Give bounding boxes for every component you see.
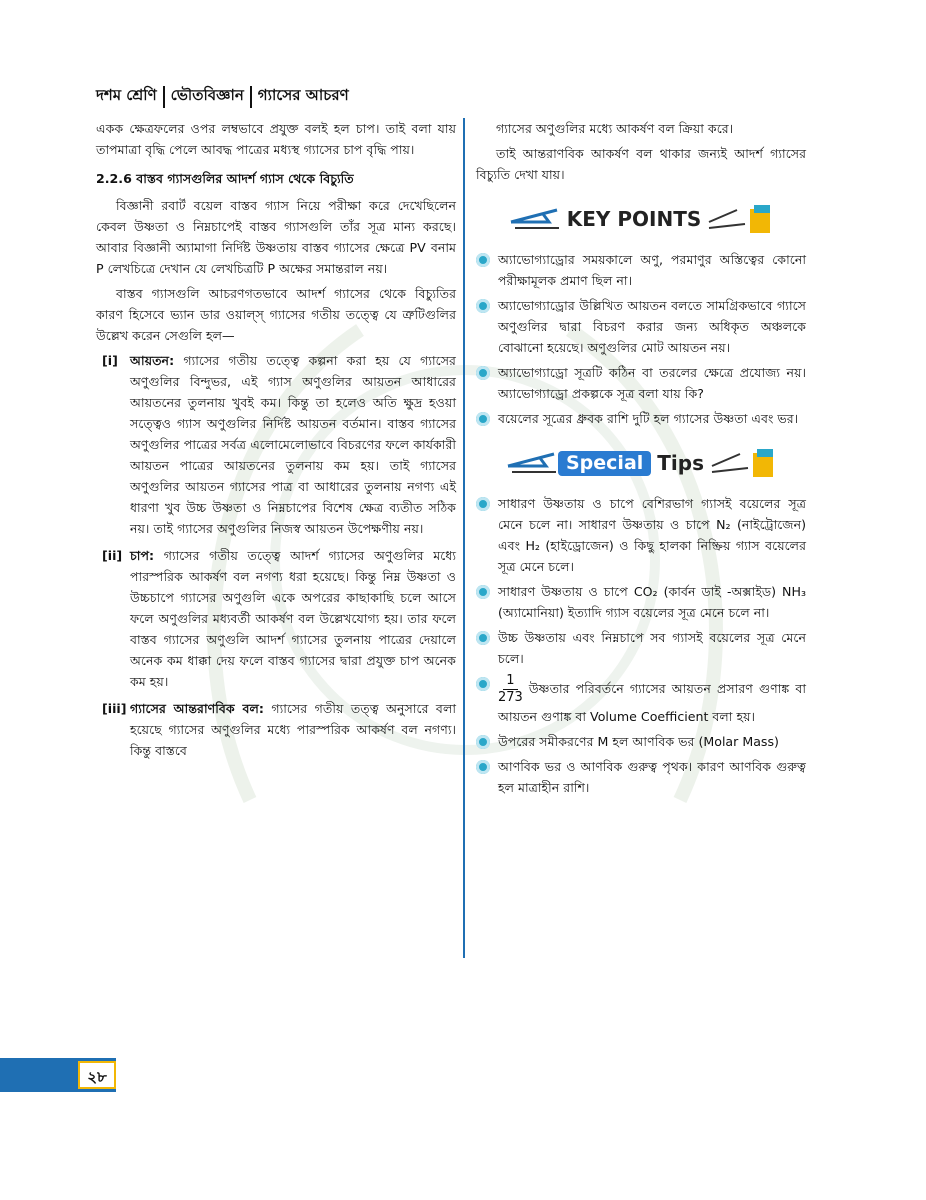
fraction-text: উষ্ণতার পরিবর্তনে গ্যাসের আয়তন প্রসারণ গুণাঙ্ক বা আয়তন গুণাঙ্ক বা Volume Coefficient বলা হয়। (498, 681, 806, 724)
item-head: আয়তন: (130, 353, 175, 368)
book-icon (747, 203, 773, 235)
key-point-text: অ্যাভোগ্যাড্রোর সময়কালে অণু, পরমাণুর অস্তিত্বের কোনো পরীক্ষামূলক প্রমাণ ছিল না। (498, 252, 806, 288)
pen-line-icon (710, 448, 750, 478)
item-text (130, 698, 456, 761)
tip-text: সাধারণ উষ্ণতায় ও চাপে CO₂ (কার্বন ডাই -অক্সাইড) NH₃ (অ্যামোনিয়া) ইত্যাদি গ্যাস বয়েলের সূত্র মেনে চলে না। (498, 584, 806, 620)
key-point-text: বয়েলের সূত্রের ধ্রুবক রাশি দুটি হল গ্যাসের উষ্ণতা এবং ভর। (498, 411, 799, 426)
column-divider (463, 118, 465, 958)
bullet-icon (476, 585, 490, 599)
list-item (476, 493, 806, 577)
list-item (476, 408, 806, 429)
tip-text: উপরের সমীকরণের M হল আণবিক ভর (Molar Mass) (498, 734, 779, 749)
header-chapter: গ্যাসের আচরণ (257, 86, 349, 104)
list-item (476, 581, 806, 623)
paragraph: তাই আন্তরাণবিক আকর্ষণ বল থাকার জন্যই আদর্শ গ্যাসের বিচ্যুতি দেখা যায়। (476, 146, 806, 182)
key-point-text: অ্যাভোগ্যাড্রো সূত্রটি কঠিন বা তরলের ক্ষেত্রে প্রযোজ্য নয়। অ্যাভোগ্যাড্রো প্রকল্পকে সূত্র বলা যায় কি? (498, 365, 806, 401)
item-label: [iii] (102, 701, 127, 716)
item-text (130, 350, 456, 539)
item-body: গ্যাসের গতীয় তত্ত্ব অনুসারে বলা হয়েছে গ্যাসের অণুগুলির মধ্যে পারস্পরিক আকর্ষণ বল নগণ্য। কিন্তু বাস্তবে (130, 701, 456, 758)
paragraph: গ্যাসের অণুগুলির মধ্যে আকর্ষণ বল ক্রিয়া করে। (496, 121, 734, 136)
arrow-icon (506, 448, 558, 478)
list-item (476, 673, 806, 727)
book-icon (750, 447, 776, 479)
item-text (130, 545, 456, 692)
tips-label: Tips (657, 450, 704, 475)
list-item (476, 756, 806, 798)
page-number: ২৮ (78, 1061, 116, 1089)
key-points-banner (476, 199, 806, 239)
key-points-title: KEY POINTS (566, 206, 702, 231)
header-subject: ভৌতবিজ্ঞান (170, 86, 244, 104)
key-point-text: অ্যাভোগ্যাড্রোর উল্লিখিত আয়তন বলতে সামগ্রিকভাবে গ্যাসে অণুগুলির দ্বারা বিচরণ করার জন্য অধিকৃত অঞ্চলকে বোঝানো হয়েছে। অণুগুলির মোট আয়তন নয়। (498, 298, 806, 355)
bullet-icon (476, 735, 490, 749)
bullet-icon (476, 497, 490, 511)
tip-text: সাধারণ উষ্ণতায় ও চাপে বেশিরভাগ গ্যাসই বয়েলের সূত্র মেনে চলে না। সাধারণ উষ্ণতায় ও চাপে N₂ (নাইট্রোজেন) এবং H₂ (হাইড্রোজেন) ও কিছু হালকা নিষ্ক্রিয় গ্যাস বয়েলের সূত্র মেনে চলে। (498, 496, 806, 574)
header-separator (163, 86, 165, 108)
list-item (476, 731, 806, 752)
tip-text (498, 673, 806, 727)
tip-text: আণবিক ভর ও আণবিক গুরুত্ব পৃথক। কারণ আণবিক গুরুত্ব হল মাত্রাহীন রাশি। (498, 759, 806, 795)
fraction (498, 673, 523, 706)
item-head: গ্যাসের আন্তরাণবিক বল: (130, 701, 264, 716)
arrow-icon (509, 204, 561, 234)
item-head: চাপ: (130, 548, 155, 563)
right-column (476, 118, 806, 802)
bullet-icon (476, 760, 490, 774)
list-item (476, 295, 806, 358)
bullet-icon (476, 412, 490, 426)
paragraph: বাস্তব গ্যাসগুলি আচরণগতভাবে আদর্শ গ্যাসের থেকে বিচ্যুতির কারণ হিসেবে ভ্যান ডার ওয়াল্‌স্ গ্যাসের গতীয় তত্ত্বে যে ত্রুটিগুলির উল্লেখ করেন সেগুলি হল— (96, 286, 456, 343)
section-title: 2.2.6 বাস্তব গ্যাসগুলির আদর্শ গ্যাস থেকে বিচ্যুতি (96, 171, 354, 186)
bullet-icon (476, 631, 490, 645)
list-item (96, 545, 456, 692)
list-item (476, 249, 806, 291)
fraction-denominator: 273 (498, 690, 523, 705)
header-class: দশম শ্রেণি (96, 86, 157, 104)
bullet-icon (476, 366, 490, 380)
paragraph: বিজ্ঞানী রবার্ট বয়েল বাস্তব গ্যাস নিয়ে পরীক্ষা করে দেখেছিলেন কেবল উষ্ণতা ও নিম্নচাপেই বাস্তব গ্যাসগুলি তাঁর সূত্র মান্য করছে। আবার বিজ্ঞানী অ্যামাগা নির্দিষ্ট উষ্ণতায় বাস্তব গ্যাসের ক্ষেত্রে PV বনাম P লেখচিত্রে দেখান যে লেখচিত্রটি P অক্ষের সমান্তরাল নয়। (96, 198, 456, 276)
list-item (476, 627, 806, 669)
item-body: গ্যাসের গতীয় তত্ত্বে আদর্শ গ্যাসের অণুগুলির মধ্যে পারস্পরিক আকর্ষণ বল নগণ্য ধরা হয়েছে। কিন্তু নিম্ন উষ্ণতা ও উচ্চচাপে গ্যাসের অণুগুলি একে অপরের কাছাকাছি চলে আসে ফলে অণুগুলির মধ্যবর্তী আকর্ষণ বল উল্লেখযোগ্য হয়। তার ফলে বাস্তব গ্যাসের অণুগুলি আদর্শ গ্যাসের তুলনায় পাত্রের দেয়ালে অনেক কম ধাক্কা দেয় ফলে বাস্তব গ্যাসের দ্বারা প্রযুক্ত চাপ অনেক কম হয়। (130, 548, 456, 689)
left-column (96, 118, 456, 767)
header-separator (250, 86, 252, 108)
tip-text: উচ্চ উষ্ণতায় এবং নিম্নচাপে সব গ্যাসই বয়েলের সূত্র মেনে চলে। (498, 630, 806, 666)
item-label: [ii] (102, 548, 123, 563)
list-item (96, 698, 456, 761)
page-header (96, 84, 349, 109)
pen-line-icon (707, 204, 747, 234)
special-tips-banner (476, 443, 806, 483)
bullet-icon (476, 299, 490, 313)
list-item (476, 362, 806, 404)
paragraph: একক ক্ষেত্রফলের ওপর লম্বভাবে প্রযুক্ত বলই হল চাপ। তাই বলা যায় তাপমাত্রা বৃদ্ধি পেলে আবদ্ধ পাত্রের মধ্যস্থ গ্যাসের চাপ বৃদ্ধি পায়। (96, 121, 456, 157)
item-body: গ্যাসের গতীয় তত্ত্বে কল্পনা করা হয় যে গ্যাসের অণুগুলির বিন্দুভর, এই গ্যাস অণুগুলির আয়তন আধারের আয়তনের তুলনায় খুবই কম। কিন্তু তা হলেও অতি ক্ষুদ্র হওয়া সত্ত্বেও গ্যাস অণুগুলির নির্দিষ্ট আয়তন বর্তমান। বাস্তব গ্যাসের অণুগুলির পাত্রের সর্বত্র এলোমেলোভাবে বিচরণের ফলে কার্যকারী আয়তন পাত্রের আয়তনের তুলনায় কম হয়। তাই গ্যাসের অণুগুলির আয়তন গ্যাসের পাত্র বা আধারের তুলনায় নগণ্য এই ধারণা খুব উচ্চ উষ্ণতা ও নিম্নচাপের বিশেষ ক্ষেত্র ব্যতীত সঠিক নয়। তাই গ্যাসের অণুগুলির নিজস্ব আয়তন উপেক্ষণীয় নয়। (130, 353, 456, 536)
bullet-icon (476, 253, 490, 267)
list-item (96, 350, 456, 539)
fraction-numerator: 1 (503, 673, 517, 690)
special-label: Special (558, 451, 651, 476)
item-label: [i] (102, 353, 118, 368)
bullet-icon (476, 677, 490, 691)
